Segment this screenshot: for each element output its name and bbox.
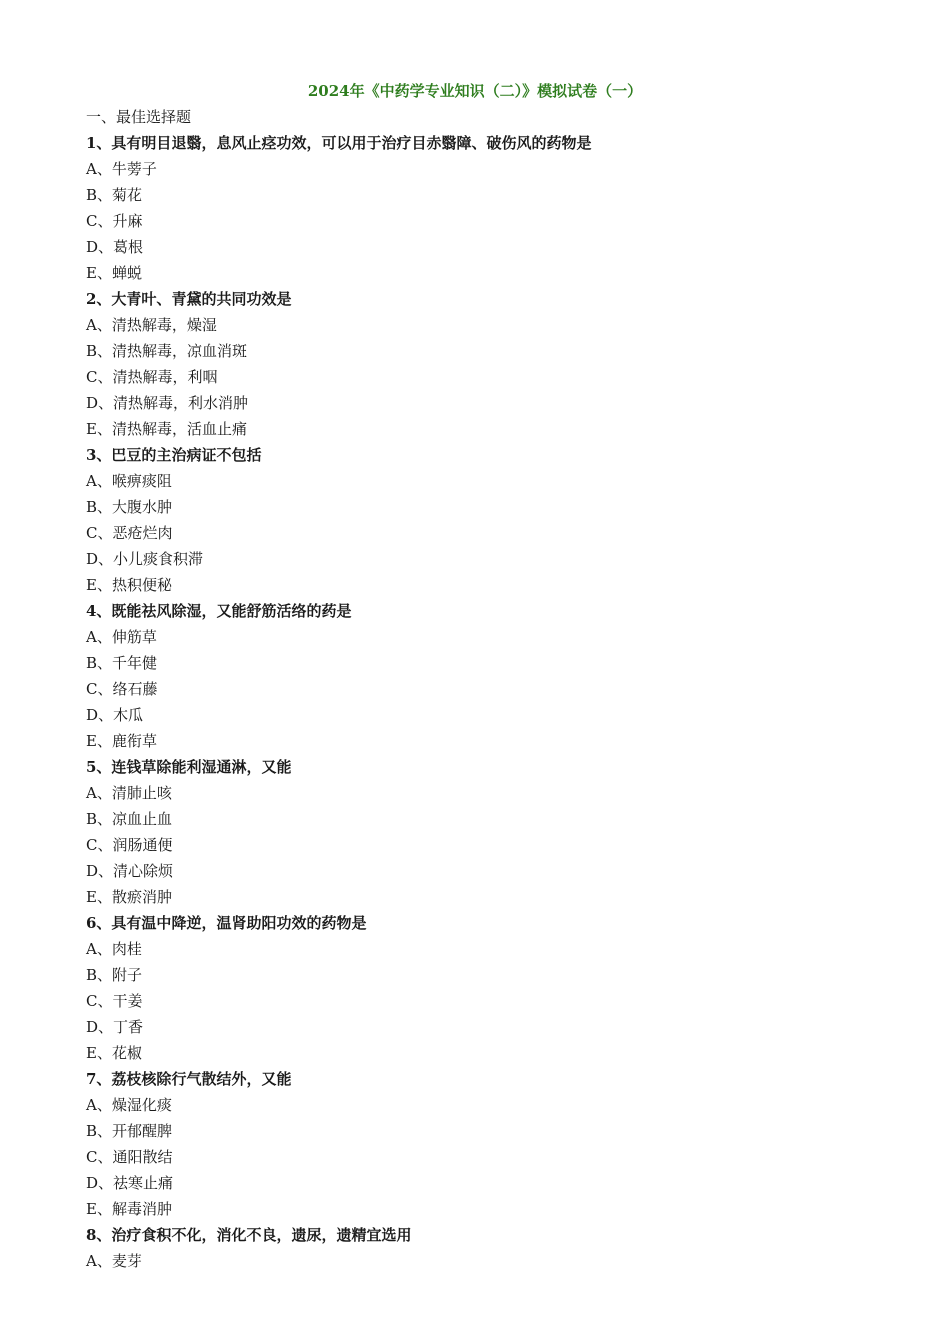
answer-option: D、清热解毒，利水消肿: [86, 394, 249, 412]
answer-option: D、小儿痰食积滞: [86, 550, 204, 568]
answer-option: D、祛寒止痛: [86, 1174, 174, 1192]
answer-option: C、清热解毒，利咽: [86, 368, 218, 386]
answer-option: E、鹿衔草: [86, 732, 157, 750]
answer-option: E、蝉蜕: [86, 264, 142, 282]
section-heading: 一、最佳选择题: [86, 108, 192, 126]
answer-option: A、喉痹痰阻: [86, 472, 172, 490]
question-stem: 8、治疗食积不化，消化不良，遗尿，遗精宜选用: [86, 1226, 412, 1244]
answer-option: B、大腹水肿: [86, 498, 173, 516]
answer-option: C、络石藤: [86, 680, 158, 698]
question-stem: 2、大青叶、青黛的共同功效是: [86, 290, 292, 308]
answer-option: C、通阳散结: [86, 1148, 173, 1166]
answer-option: A、肉桂: [86, 940, 142, 958]
questions-container: [86, 130, 886, 1274]
answer-option: A、麦芽: [86, 1252, 142, 1270]
answer-option: A、清热解毒，燥湿: [86, 316, 217, 334]
question-list: [86, 104, 886, 1274]
question-stem: 1、具有明目退翳，息风止痉功效，可以用于治疗目赤翳障、破伤风的药物是: [86, 134, 592, 152]
answer-option: B、凉血止血: [86, 810, 173, 828]
question-stem: 6、具有温中降逆，温肾助阳功效的药物是: [86, 914, 367, 932]
answer-option: B、附子: [86, 966, 143, 984]
page-title: 2024年《中药学专业知识（二）》模拟试卷（一）: [307, 82, 643, 100]
answer-option: A、伸筋草: [86, 628, 157, 646]
answer-option: D、葛根: [86, 238, 144, 256]
answer-option: B、开郁醒脾: [86, 1122, 173, 1140]
question-stem: 3、巴豆的主治病证不包括: [86, 446, 262, 464]
answer-option: D、清心除烦: [86, 862, 174, 880]
answer-option: C、润肠通便: [86, 836, 173, 854]
answer-option: C、恶疮烂肉: [86, 524, 173, 542]
answer-option: B、菊花: [86, 186, 143, 204]
answer-option: E、热积便秘: [86, 576, 172, 594]
question-stem: 7、荔枝核除行气散结外，又能: [86, 1070, 292, 1088]
answer-option: E、清热解毒，活血止痛: [86, 420, 247, 438]
answer-option: B、清热解毒，凉血消斑: [86, 342, 248, 360]
question-stem: 5、连钱草除能利湿通淋，又能: [86, 758, 292, 776]
answer-option: D、木瓜: [86, 706, 144, 724]
answer-option: A、牛蒡子: [86, 160, 157, 178]
answer-option: A、燥湿化痰: [86, 1096, 172, 1114]
answer-option: E、散瘀消肿: [86, 888, 172, 906]
answer-option: C、干姜: [86, 992, 143, 1010]
answer-option: E、花椒: [86, 1044, 142, 1062]
question-stem: 4、既能祛风除湿，又能舒筋活络的药是: [86, 602, 352, 620]
answer-option: D、丁香: [86, 1018, 144, 1036]
answer-option: E、解毒消肿: [86, 1200, 172, 1218]
answer-option: C、升麻: [86, 212, 143, 230]
answer-option: B、千年健: [86, 654, 158, 672]
answer-option: A、清肺止咳: [86, 784, 172, 802]
